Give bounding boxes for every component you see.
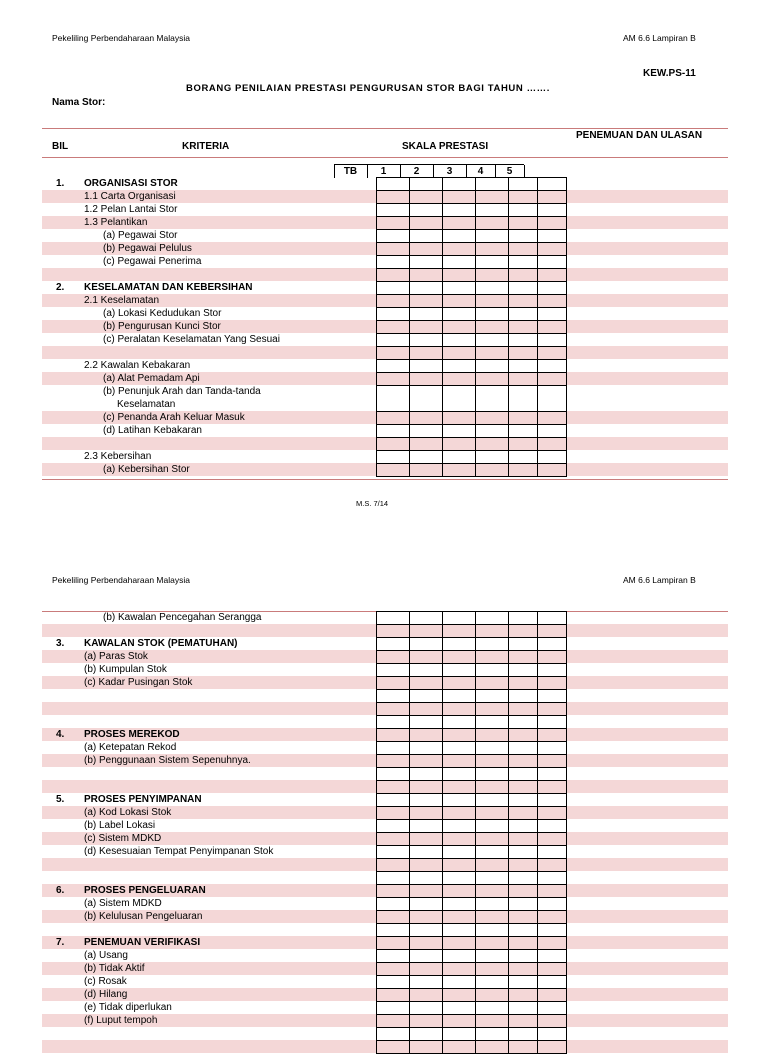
page1-bottom-rule	[42, 479, 728, 480]
table-row	[42, 767, 728, 780]
table-row	[42, 255, 728, 268]
table-row	[42, 216, 728, 229]
row-kriteria: (c) Rosak	[84, 976, 127, 987]
row-kriteria: KESELAMATAN DAN KEBERSIHAN	[84, 282, 253, 293]
scale-cells[interactable]	[376, 754, 566, 767]
scale-cells[interactable]	[376, 450, 566, 463]
table-row	[42, 689, 728, 702]
scale-1: 1	[380, 166, 387, 177]
scale-cells[interactable]	[376, 385, 566, 411]
table-row	[42, 359, 728, 372]
scale-cells[interactable]	[376, 307, 566, 320]
col-kriteria: KRITERIA	[182, 141, 230, 152]
table-row	[42, 884, 728, 897]
row-bil: 6.	[56, 885, 65, 896]
scale-cells[interactable]	[376, 832, 566, 845]
scale-5: 5	[506, 166, 513, 177]
scale-cells[interactable]	[376, 780, 566, 793]
form-code: KEW.PS-11	[643, 68, 696, 79]
table-row	[42, 988, 728, 1001]
row-kriteria: (a) Usang	[84, 950, 128, 961]
row-kriteria: (e) Tidak diperlukan	[84, 1002, 172, 1013]
row-kriteria: (b) Pegawai Pelulus	[103, 243, 192, 254]
row-kriteria: (a) Ketepatan Rekod	[84, 742, 177, 753]
table-row	[42, 949, 728, 962]
scale-cells[interactable]	[376, 728, 566, 741]
scale-header	[334, 164, 524, 178]
table-row	[42, 923, 728, 936]
table-row	[42, 190, 728, 203]
table-row	[42, 962, 728, 975]
row-bil: 4.	[56, 729, 65, 740]
col-bil: BIL	[52, 141, 69, 152]
table-row	[42, 845, 728, 858]
page1-table	[42, 177, 728, 476]
scale-cells[interactable]	[376, 793, 566, 806]
row-kriteria: (b) Pengurusan Kunci Stor	[103, 321, 221, 332]
scale-cells[interactable]	[376, 333, 566, 346]
scale-cells[interactable]	[376, 624, 566, 637]
scale-cells[interactable]	[376, 923, 566, 936]
row-kriteria: (a) Kod Lokasi Stok	[84, 807, 172, 818]
scale-cells[interactable]	[376, 242, 566, 255]
scale-cells[interactable]	[376, 962, 566, 975]
table-row	[42, 754, 728, 767]
table-row	[42, 897, 728, 910]
scale-cells[interactable]	[376, 216, 566, 229]
scale-cells[interactable]	[376, 177, 566, 190]
row-kriteria: (d) Latihan Kebakaran	[103, 425, 202, 436]
row-kriteria: (c) Kadar Pusingan Stok	[84, 677, 193, 688]
table-row	[42, 1001, 728, 1014]
table-row	[42, 346, 728, 359]
table-row	[42, 320, 728, 333]
form-title: BORANG PENILAIAN PRESTASI PENGURUSAN STOR BAGI TAHUN …….	[186, 83, 551, 94]
scale-cells[interactable]	[376, 741, 566, 754]
table-row	[42, 819, 728, 832]
scale-cells[interactable]	[376, 359, 566, 372]
table-row	[42, 450, 728, 463]
table-row	[42, 463, 728, 476]
table-row	[42, 728, 728, 741]
scale-cells[interactable]	[376, 190, 566, 203]
row-kriteria: (c) Peralatan Keselamatan Yang Sesuai	[103, 334, 280, 345]
table-row	[42, 975, 728, 988]
row-kriteria: (b) Kelulusan Pengeluaran	[84, 911, 203, 922]
row-kriteria: (a) Lokasi Kedudukan Stor	[103, 308, 222, 319]
scale-tb: TB	[343, 166, 358, 177]
scale-cells[interactable]	[376, 1001, 566, 1014]
row-kriteria: PROSES PENYIMPANAN	[84, 794, 202, 805]
scale-cells[interactable]	[376, 1040, 566, 1053]
row-bil: 5.	[56, 794, 65, 805]
page2-table	[42, 611, 728, 1053]
table-row	[42, 793, 728, 806]
scale-cells[interactable]	[376, 1014, 566, 1027]
scale-cells[interactable]	[376, 702, 566, 715]
row-kriteria: PENEMUAN VERIFIKASI	[84, 937, 201, 948]
table-row	[42, 832, 728, 845]
table-row	[42, 780, 728, 793]
scale-cells[interactable]	[376, 676, 566, 689]
scale-cells[interactable]	[376, 346, 566, 359]
table-row	[42, 1040, 728, 1053]
row-kriteria: (c) Pegawai Penerima	[103, 256, 202, 267]
scale-3: 3	[446, 166, 453, 177]
table-row	[42, 910, 728, 923]
table-row	[42, 372, 728, 385]
table-row	[42, 268, 728, 281]
row-kriteria: (a) Paras Stok	[84, 651, 148, 662]
scale-cells[interactable]	[376, 975, 566, 988]
row-kriteria: 1.3 Pelantikan	[84, 217, 148, 228]
row-bil: 2.	[56, 282, 65, 293]
row-kriteria: (b) Tidak Aktif	[84, 963, 145, 974]
header-rule-bottom	[42, 157, 728, 158]
header-left-p2: Pekeliling Perbendaharaan Malaysia	[52, 575, 190, 585]
scale-4: 4	[477, 166, 484, 177]
table-row	[42, 242, 728, 255]
scale-cells[interactable]	[376, 806, 566, 819]
table-row	[42, 333, 728, 346]
table-row	[42, 702, 728, 715]
page-number: M.S. 7/14	[356, 499, 389, 508]
row-kriteria: 2.2 Kawalan Kebakaran	[84, 360, 191, 371]
table-row	[42, 307, 728, 320]
col-skala: SKALA PRESTASI	[402, 141, 489, 152]
scale-cells[interactable]	[376, 845, 566, 858]
scale-cells[interactable]	[376, 689, 566, 702]
scale-cells[interactable]	[376, 229, 566, 242]
scale-2: 2	[413, 166, 420, 177]
scale-cells[interactable]	[376, 372, 566, 385]
scale-cells[interactable]	[376, 611, 566, 624]
scale-cells[interactable]	[376, 858, 566, 871]
row-kriteria: 1.2 Pelan Lantai Stor	[84, 204, 178, 215]
scale-cells[interactable]	[376, 424, 566, 437]
table-row	[42, 806, 728, 819]
table-row	[42, 624, 728, 637]
scale-cells[interactable]	[376, 767, 566, 780]
table-row	[42, 281, 728, 294]
scale-cells[interactable]	[376, 268, 566, 281]
scale-cells[interactable]	[376, 663, 566, 676]
header-right: AM 6.6 Lampiran B	[623, 33, 696, 43]
scale-cells[interactable]	[376, 949, 566, 962]
header-right-p2: AM 6.6 Lampiran B	[623, 575, 696, 585]
table-row	[42, 177, 728, 190]
row-kriteria: (c) Sistem MDKD	[84, 833, 162, 844]
row-kriteria: PROSES PENGELUARAN	[84, 885, 206, 896]
table-row	[42, 663, 728, 676]
table-row	[42, 637, 728, 650]
table-row	[42, 676, 728, 689]
row-kriteria: (b) Label Lokasi	[84, 820, 156, 831]
scale-cells[interactable]	[376, 411, 566, 424]
row-bil: 1.	[56, 178, 65, 189]
scale-cells[interactable]	[376, 897, 566, 910]
row-bil: 7.	[56, 937, 65, 948]
table-row	[42, 741, 728, 754]
table-row	[42, 424, 728, 437]
table-row	[42, 715, 728, 728]
scale-cells[interactable]	[376, 255, 566, 268]
table-row	[42, 411, 728, 424]
row-kriteria: (b) Kumpulan Stok	[84, 664, 167, 675]
scale-cells[interactable]	[376, 437, 566, 450]
table-row	[42, 203, 728, 216]
table-row	[42, 1014, 728, 1027]
scale-cells[interactable]	[376, 910, 566, 923]
scale-cells[interactable]	[376, 871, 566, 884]
row-kriteria: (a) Kebersihan Stor	[103, 464, 190, 475]
row-kriteria: (a) Alat Pemadam Api	[103, 373, 200, 384]
scale-cells[interactable]	[376, 936, 566, 949]
table-row	[42, 650, 728, 663]
scale-cells[interactable]	[376, 320, 566, 333]
row-kriteria: PROSES MEREKOD	[84, 729, 180, 740]
scale-cells[interactable]	[376, 1027, 566, 1040]
scale-cells[interactable]	[376, 203, 566, 216]
table-row	[42, 1027, 728, 1040]
scale-cells[interactable]	[376, 281, 566, 294]
row-kriteria: (a) Pegawai Stor	[103, 230, 178, 241]
row-kriteria: KAWALAN STOK (PEMATUHAN)	[84, 638, 238, 649]
row-kriteria: (b) Kawalan Pencegahan Serangga	[103, 612, 262, 623]
row-kriteria: (b) Penunjuk Arah dan Tanda-tanda Keselamatan	[103, 386, 261, 410]
scale-cells[interactable]	[376, 650, 566, 663]
row-kriteria: (a) Sistem MDKD	[84, 898, 162, 909]
row-kriteria: 2.3 Kebersihan	[84, 451, 152, 462]
table-row	[42, 385, 728, 411]
scale-cells[interactable]	[376, 884, 566, 897]
nama-stor-label: Nama Stor:	[52, 97, 106, 108]
table-row	[42, 611, 728, 624]
table-row	[42, 936, 728, 949]
scale-cells[interactable]	[376, 463, 566, 476]
row-kriteria: (d) Hilang	[84, 989, 128, 1000]
row-kriteria: 2.1 Keselamatan	[84, 295, 160, 306]
header-rule-top	[42, 128, 728, 129]
col-penemuan: PENEMUAN DAN ULASAN	[576, 130, 703, 141]
table-row	[42, 858, 728, 871]
header-left: Pekeliling Perbendaharaan Malaysia	[52, 33, 190, 43]
row-kriteria: ORGANISASI STOR	[84, 178, 178, 189]
table-row	[42, 294, 728, 307]
row-kriteria: (d) Kesesuaian Tempat Penyimpanan Stok	[84, 846, 274, 857]
row-kriteria: 1.1 Carta Organisasi	[84, 191, 176, 202]
scale-cells[interactable]	[376, 637, 566, 650]
table-row	[42, 437, 728, 450]
scale-cells[interactable]	[376, 988, 566, 1001]
scale-cells[interactable]	[376, 819, 566, 832]
scale-cells[interactable]	[376, 715, 566, 728]
row-kriteria: (f) Luput tempoh	[84, 1015, 158, 1026]
scale-cells[interactable]	[376, 294, 566, 307]
table-row	[42, 871, 728, 884]
row-kriteria: (c) Penanda Arah Keluar Masuk	[103, 412, 245, 423]
row-bil: 3.	[56, 638, 65, 649]
row-kriteria: (b) Penggunaan Sistem Sepenuhnya.	[84, 755, 251, 766]
table-row	[42, 229, 728, 242]
